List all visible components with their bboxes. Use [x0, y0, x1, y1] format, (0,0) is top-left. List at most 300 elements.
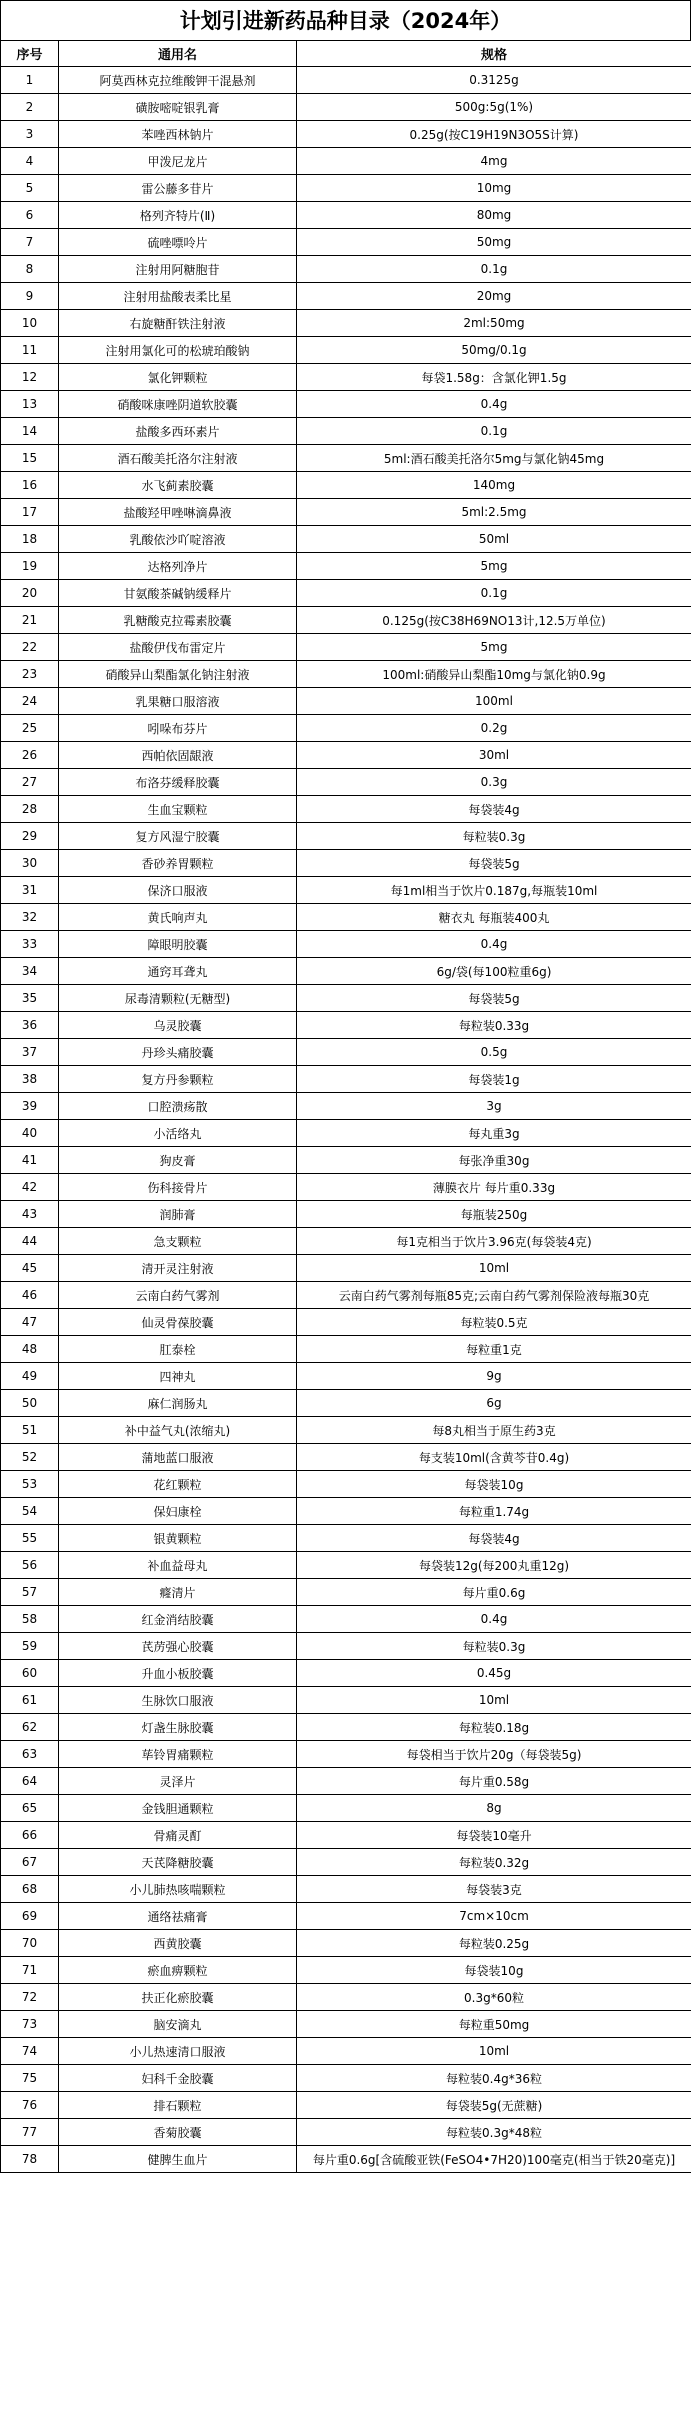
- table-row: [1, 337, 691, 364]
- cell-name: 小儿肺热咳喘颗粒: [59, 1876, 297, 1903]
- cell-spec: 每支装10ml(含黄芩苷0.4g): [297, 1444, 691, 1471]
- cell-no: 73: [1, 2011, 59, 2038]
- cell-name: 苯唑西林钠片: [59, 121, 297, 148]
- cell-name: 通络祛痛膏: [59, 1903, 297, 1930]
- header-spec: 规格: [297, 41, 691, 67]
- table-row: [1, 958, 691, 985]
- cell-spec: 50mg/0.1g: [297, 337, 691, 364]
- cell-no: 47: [1, 1309, 59, 1336]
- cell-name: 酒石酸美托洛尔注射液: [59, 445, 297, 472]
- cell-spec: 每片重0.6g: [297, 1579, 691, 1606]
- cell-spec: 0.4g: [297, 931, 691, 958]
- table-row: [1, 445, 691, 472]
- table-row: [1, 580, 691, 607]
- cell-name: 红金消结胶囊: [59, 1606, 297, 1633]
- cell-spec: 每袋装5g(无蔗糖): [297, 2092, 691, 2119]
- cell-no: 68: [1, 1876, 59, 1903]
- table-row: [1, 283, 691, 310]
- cell-no: 35: [1, 985, 59, 1012]
- cell-name: 生血宝颗粒: [59, 796, 297, 823]
- cell-name: 水飞蓟素胶囊: [59, 472, 297, 499]
- table-row: [1, 2092, 691, 2119]
- cell-spec: 6g: [297, 1390, 691, 1417]
- cell-name: 盐酸伊伐布雷定片: [59, 634, 297, 661]
- table-row: [1, 1228, 691, 1255]
- cell-name: 通窍耳聋丸: [59, 958, 297, 985]
- cell-spec: 8g: [297, 1795, 691, 1822]
- cell-name: 乳果糖口服溶液: [59, 688, 297, 715]
- cell-no: 60: [1, 1660, 59, 1687]
- cell-spec: 每粒装0.33g: [297, 1012, 691, 1039]
- cell-name: 雷公藤多苷片: [59, 175, 297, 202]
- cell-no: 13: [1, 391, 59, 418]
- table-row: [1, 1309, 691, 1336]
- cell-spec: 每1克相当于饮片3.96克(每袋装4克): [297, 1228, 691, 1255]
- table-row: [1, 1606, 691, 1633]
- cell-name: 乌灵胶囊: [59, 1012, 297, 1039]
- table-row: [1, 1282, 691, 1309]
- cell-spec: 10ml: [297, 1255, 691, 1282]
- cell-no: 40: [1, 1120, 59, 1147]
- cell-no: 10: [1, 310, 59, 337]
- cell-no: 38: [1, 1066, 59, 1093]
- cell-spec: 0.3g*60粒: [297, 1984, 691, 2011]
- table-row: [1, 2146, 691, 2173]
- cell-name: 急支颗粒: [59, 1228, 297, 1255]
- cell-name: 注射用盐酸表柔比星: [59, 283, 297, 310]
- cell-spec: 0.5g: [297, 1039, 691, 1066]
- cell-no: 31: [1, 877, 59, 904]
- cell-no: 23: [1, 661, 59, 688]
- cell-spec: 4mg: [297, 148, 691, 175]
- cell-no: 50: [1, 1390, 59, 1417]
- cell-name: 癃清片: [59, 1579, 297, 1606]
- table-row: [1, 1633, 691, 1660]
- table-row: [1, 1417, 691, 1444]
- cell-no: 3: [1, 121, 59, 148]
- cell-name: 达格列净片: [59, 553, 297, 580]
- cell-name: 右旋糖酐铁注射液: [59, 310, 297, 337]
- cell-spec: 0.4g: [297, 391, 691, 418]
- table-row: [1, 1390, 691, 1417]
- table-row: [1, 769, 691, 796]
- cell-spec: 50mg: [297, 229, 691, 256]
- cell-name: 氯化钾颗粒: [59, 364, 297, 391]
- cell-no: 56: [1, 1552, 59, 1579]
- table-row: [1, 175, 691, 202]
- cell-spec: 每8丸相当于原生药3克: [297, 1417, 691, 1444]
- table-row: [1, 931, 691, 958]
- table-row: [1, 499, 691, 526]
- table-row: [1, 1147, 691, 1174]
- cell-name: 西黄胶囊: [59, 1930, 297, 1957]
- cell-name: 伤科接骨片: [59, 1174, 297, 1201]
- table-row: [1, 877, 691, 904]
- cell-name: 小儿热速清口服液: [59, 2038, 297, 2065]
- cell-name: 保济口服液: [59, 877, 297, 904]
- cell-spec: 0.2g: [297, 715, 691, 742]
- cell-no: 33: [1, 931, 59, 958]
- cell-name: 灯盏生脉胶囊: [59, 1714, 297, 1741]
- cell-spec: 每粒重50mg: [297, 2011, 691, 2038]
- table-row: [1, 1849, 691, 1876]
- table-row: [1, 1984, 691, 2011]
- table-row: [1, 310, 691, 337]
- cell-no: 7: [1, 229, 59, 256]
- cell-no: 27: [1, 769, 59, 796]
- cell-name: 甘氨酸茶碱钠缓释片: [59, 580, 297, 607]
- table-row: [1, 1579, 691, 1606]
- cell-name: 灵泽片: [59, 1768, 297, 1795]
- cell-no: 20: [1, 580, 59, 607]
- cell-name: 花红颗粒: [59, 1471, 297, 1498]
- cell-name: 麻仁润肠丸: [59, 1390, 297, 1417]
- cell-no: 75: [1, 2065, 59, 2092]
- cell-name: 盐酸多西环素片: [59, 418, 297, 445]
- table-row: [1, 2065, 691, 2092]
- table-row: [1, 391, 691, 418]
- cell-no: 55: [1, 1525, 59, 1552]
- cell-no: 57: [1, 1579, 59, 1606]
- table-row: [1, 985, 691, 1012]
- table-row: [1, 715, 691, 742]
- cell-no: 42: [1, 1174, 59, 1201]
- cell-no: 37: [1, 1039, 59, 1066]
- cell-no: 22: [1, 634, 59, 661]
- cell-spec: 每粒重1.74g: [297, 1498, 691, 1525]
- cell-spec: 每袋相当于饮片20g（每袋装5g): [297, 1741, 691, 1768]
- table-header-row: [1, 41, 691, 67]
- cell-no: 64: [1, 1768, 59, 1795]
- cell-spec: 每袋装10g: [297, 1471, 691, 1498]
- cell-spec: 0.3g: [297, 769, 691, 796]
- cell-spec: 0.1g: [297, 418, 691, 445]
- table-row: [1, 661, 691, 688]
- cell-name: 肛泰栓: [59, 1336, 297, 1363]
- table-row: [1, 1444, 691, 1471]
- cell-name: 障眼明胶囊: [59, 931, 297, 958]
- table-row: [1, 742, 691, 769]
- cell-name: 香砂养胃颗粒: [59, 850, 297, 877]
- cell-name: 保妇康栓: [59, 1498, 297, 1525]
- cell-name: 仙灵骨葆胶囊: [59, 1309, 297, 1336]
- cell-no: 11: [1, 337, 59, 364]
- table-row: [1, 1660, 691, 1687]
- cell-no: 16: [1, 472, 59, 499]
- cell-no: 15: [1, 445, 59, 472]
- cell-no: 29: [1, 823, 59, 850]
- cell-name: 排石颗粒: [59, 2092, 297, 2119]
- cell-name: 妇科千金胶囊: [59, 2065, 297, 2092]
- cell-no: 66: [1, 1822, 59, 1849]
- cell-no: 74: [1, 2038, 59, 2065]
- table-row: [1, 1363, 691, 1390]
- drug-catalog-table: [0, 40, 691, 2173]
- cell-no: 71: [1, 1957, 59, 1984]
- cell-name: 阿莫西林克拉维酸钾干混悬剂: [59, 67, 297, 94]
- cell-name: 盐酸羟甲唑啉滴鼻液: [59, 499, 297, 526]
- cell-no: 8: [1, 256, 59, 283]
- cell-name: 口腔溃疡散: [59, 1093, 297, 1120]
- cell-spec: 80mg: [297, 202, 691, 229]
- cell-name: 金钱胆通颗粒: [59, 1795, 297, 1822]
- table-row: [1, 121, 691, 148]
- cell-spec: 每粒装0.25g: [297, 1930, 691, 1957]
- table-row: [1, 1174, 691, 1201]
- cell-name: 天芪降糖胶囊: [59, 1849, 297, 1876]
- cell-no: 17: [1, 499, 59, 526]
- cell-no: 34: [1, 958, 59, 985]
- header-no: 序号: [1, 41, 59, 67]
- cell-no: 61: [1, 1687, 59, 1714]
- table-row: [1, 1930, 691, 1957]
- cell-name: 狗皮膏: [59, 1147, 297, 1174]
- cell-spec: 每粒装0.3g: [297, 1633, 691, 1660]
- table-row: [1, 526, 691, 553]
- cell-spec: 100ml:硝酸异山梨酯10mg与氯化钠0.9g: [297, 661, 691, 688]
- cell-name: 硝酸异山梨酯氯化钠注射液: [59, 661, 297, 688]
- cell-no: 25: [1, 715, 59, 742]
- cell-name: 润肺膏: [59, 1201, 297, 1228]
- cell-spec: 10ml: [297, 1687, 691, 1714]
- cell-name: 云南白药气雾剂: [59, 1282, 297, 1309]
- table-row: [1, 850, 691, 877]
- cell-name: 布洛芬缓释胶囊: [59, 769, 297, 796]
- table-row: [1, 472, 691, 499]
- cell-spec: 50ml: [297, 526, 691, 553]
- table-row: [1, 823, 691, 850]
- cell-name: 西帕依固龈液: [59, 742, 297, 769]
- cell-no: 69: [1, 1903, 59, 1930]
- cell-no: 63: [1, 1741, 59, 1768]
- cell-name: 注射用阿糖胞苷: [59, 256, 297, 283]
- cell-spec: 0.125g(按C38H69NO13计,12.5万单位): [297, 607, 691, 634]
- cell-name: 黄氏响声丸: [59, 904, 297, 931]
- cell-spec: 每粒装0.3g*48粒: [297, 2119, 691, 2146]
- cell-no: 72: [1, 1984, 59, 2011]
- cell-spec: 每袋装12g(每200丸重12g): [297, 1552, 691, 1579]
- cell-spec: 5ml:酒石酸美托洛尔5mg与氯化钠45mg: [297, 445, 691, 472]
- cell-name: 补中益气丸(浓缩丸): [59, 1417, 297, 1444]
- cell-spec: 0.1g: [297, 580, 691, 607]
- table-row: [1, 1471, 691, 1498]
- table-row: [1, 1093, 691, 1120]
- cell-no: 76: [1, 2092, 59, 2119]
- cell-no: 36: [1, 1012, 59, 1039]
- cell-spec: 10ml: [297, 2038, 691, 2065]
- table-row: [1, 688, 691, 715]
- table-row: [1, 1552, 691, 1579]
- cell-spec: 每袋装5g: [297, 850, 691, 877]
- table-row: [1, 1066, 691, 1093]
- cell-no: 28: [1, 796, 59, 823]
- cell-no: 59: [1, 1633, 59, 1660]
- table-row: [1, 796, 691, 823]
- cell-spec: 140mg: [297, 472, 691, 499]
- cell-name: 复方丹参颗粒: [59, 1066, 297, 1093]
- cell-spec: 6g/袋(每100粒重6g): [297, 958, 691, 985]
- cell-no: 2: [1, 94, 59, 121]
- table-row: [1, 1525, 691, 1552]
- cell-no: 30: [1, 850, 59, 877]
- table-row: [1, 1201, 691, 1228]
- table-row: [1, 67, 691, 94]
- cell-name: 格列齐特片(Ⅱ): [59, 202, 297, 229]
- cell-name: 乳酸依沙吖啶溶液: [59, 526, 297, 553]
- table-row: [1, 94, 691, 121]
- cell-name: 硝酸咪康唑阴道软胶囊: [59, 391, 297, 418]
- table-row: [1, 256, 691, 283]
- cell-no: 14: [1, 418, 59, 445]
- cell-spec: 5ml:2.5mg: [297, 499, 691, 526]
- cell-name: 小活络丸: [59, 1120, 297, 1147]
- cell-no: 41: [1, 1147, 59, 1174]
- table-row: [1, 1687, 691, 1714]
- table-row: [1, 1957, 691, 1984]
- cell-spec: 每袋1.58g：含氯化钾1.5g: [297, 364, 691, 391]
- cell-spec: 500g:5g(1%): [297, 94, 691, 121]
- cell-spec: 每粒重1克: [297, 1336, 691, 1363]
- cell-name: 丹珍头痛胶囊: [59, 1039, 297, 1066]
- table-row: [1, 553, 691, 580]
- cell-spec: 0.45g: [297, 1660, 691, 1687]
- cell-no: 24: [1, 688, 59, 715]
- cell-spec: 2ml:50mg: [297, 310, 691, 337]
- cell-name: 补血益母丸: [59, 1552, 297, 1579]
- table-row: [1, 1336, 691, 1363]
- cell-no: 49: [1, 1363, 59, 1390]
- table-row: [1, 229, 691, 256]
- table-row: [1, 1255, 691, 1282]
- cell-spec: 5mg: [297, 553, 691, 580]
- cell-no: 44: [1, 1228, 59, 1255]
- cell-name: 乳糖酸克拉霉素胶囊: [59, 607, 297, 634]
- cell-name: 骨痛灵酊: [59, 1822, 297, 1849]
- cell-spec: 每1ml相当于饮片0.187g,每瓶装10ml: [297, 877, 691, 904]
- cell-spec: 每袋装5g: [297, 985, 691, 1012]
- cell-no: 77: [1, 2119, 59, 2146]
- table-row: [1, 364, 691, 391]
- cell-no: 32: [1, 904, 59, 931]
- table-row: [1, 202, 691, 229]
- cell-no: 1: [1, 67, 59, 94]
- table-body: [1, 67, 691, 2173]
- table-row: [1, 1741, 691, 1768]
- table-row: [1, 2119, 691, 2146]
- cell-name: 吲哚布芬片: [59, 715, 297, 742]
- cell-no: 43: [1, 1201, 59, 1228]
- cell-spec: 薄膜衣片 每片重0.33g: [297, 1174, 691, 1201]
- cell-name: 尿毒清颗粒(无糖型): [59, 985, 297, 1012]
- cell-spec: 每袋装3克: [297, 1876, 691, 1903]
- cell-no: 62: [1, 1714, 59, 1741]
- cell-no: 52: [1, 1444, 59, 1471]
- cell-no: 45: [1, 1255, 59, 1282]
- cell-spec: 5mg: [297, 634, 691, 661]
- cell-no: 9: [1, 283, 59, 310]
- cell-spec: 每瓶装250g: [297, 1201, 691, 1228]
- cell-name: 清开灵注射液: [59, 1255, 297, 1282]
- cell-no: 19: [1, 553, 59, 580]
- cell-spec: 每袋装4g: [297, 1525, 691, 1552]
- cell-no: 53: [1, 1471, 59, 1498]
- cell-spec: 10mg: [297, 175, 691, 202]
- table-row: [1, 1039, 691, 1066]
- cell-name: 四神丸: [59, 1363, 297, 1390]
- cell-name: 注射用氯化可的松琥珀酸钠: [59, 337, 297, 364]
- cell-name: 生脉饮口服液: [59, 1687, 297, 1714]
- cell-spec: 每粒装0.32g: [297, 1849, 691, 1876]
- table-row: [1, 2038, 691, 2065]
- cell-spec: 0.4g: [297, 1606, 691, 1633]
- cell-name: 香菊胶囊: [59, 2119, 297, 2146]
- cell-no: 21: [1, 607, 59, 634]
- cell-spec: 3g: [297, 1093, 691, 1120]
- table-row: [1, 1120, 691, 1147]
- cell-spec: 每袋装4g: [297, 796, 691, 823]
- cell-no: 70: [1, 1930, 59, 1957]
- cell-no: 51: [1, 1417, 59, 1444]
- document-title: 计划引进新药品种目录（2024年）: [0, 0, 691, 40]
- table-row: [1, 1768, 691, 1795]
- cell-no: 6: [1, 202, 59, 229]
- table-row: [1, 607, 691, 634]
- cell-name: 硫唑嘌呤片: [59, 229, 297, 256]
- cell-spec: 每袋装1g: [297, 1066, 691, 1093]
- table-row: [1, 2011, 691, 2038]
- cell-spec: 每粒装0.5克: [297, 1309, 691, 1336]
- cell-no: 58: [1, 1606, 59, 1633]
- cell-spec: 每张净重30g: [297, 1147, 691, 1174]
- table-row: [1, 1498, 691, 1525]
- cell-no: 78: [1, 2146, 59, 2173]
- cell-spec: 7cm×10cm: [297, 1903, 691, 1930]
- cell-no: 48: [1, 1336, 59, 1363]
- cell-spec: 0.1g: [297, 256, 691, 283]
- cell-spec: 9g: [297, 1363, 691, 1390]
- table-row: [1, 1012, 691, 1039]
- cell-name: 银黄颗粒: [59, 1525, 297, 1552]
- cell-spec: 每粒装0.4g*36粒: [297, 2065, 691, 2092]
- cell-spec: 0.3125g: [297, 67, 691, 94]
- header-name: 通用名: [59, 41, 297, 67]
- table-row: [1, 1714, 691, 1741]
- table-row: [1, 1822, 691, 1849]
- cell-name: 升血小板胶囊: [59, 1660, 297, 1687]
- cell-name: 健脾生血片: [59, 2146, 297, 2173]
- cell-spec: 20mg: [297, 283, 691, 310]
- cell-spec: 30ml: [297, 742, 691, 769]
- cell-no: 65: [1, 1795, 59, 1822]
- table-row: [1, 418, 691, 445]
- table-row: [1, 904, 691, 931]
- cell-spec: 糖衣丸 每瓶装400丸: [297, 904, 691, 931]
- cell-name: 磺胺嘧啶银乳膏: [59, 94, 297, 121]
- cell-no: 46: [1, 1282, 59, 1309]
- cell-spec: 每袋装10毫升: [297, 1822, 691, 1849]
- cell-spec: 0.25g(按C19H19N3O5S计算): [297, 121, 691, 148]
- table-row: [1, 1876, 691, 1903]
- cell-no: 39: [1, 1093, 59, 1120]
- cell-name: 蒲地蓝口服液: [59, 1444, 297, 1471]
- table-row: [1, 148, 691, 175]
- cell-name: 脑安滴丸: [59, 2011, 297, 2038]
- cell-spec: 每粒装0.3g: [297, 823, 691, 850]
- table-row: [1, 634, 691, 661]
- table-row: [1, 1903, 691, 1930]
- cell-no: 26: [1, 742, 59, 769]
- cell-spec: 100ml: [297, 688, 691, 715]
